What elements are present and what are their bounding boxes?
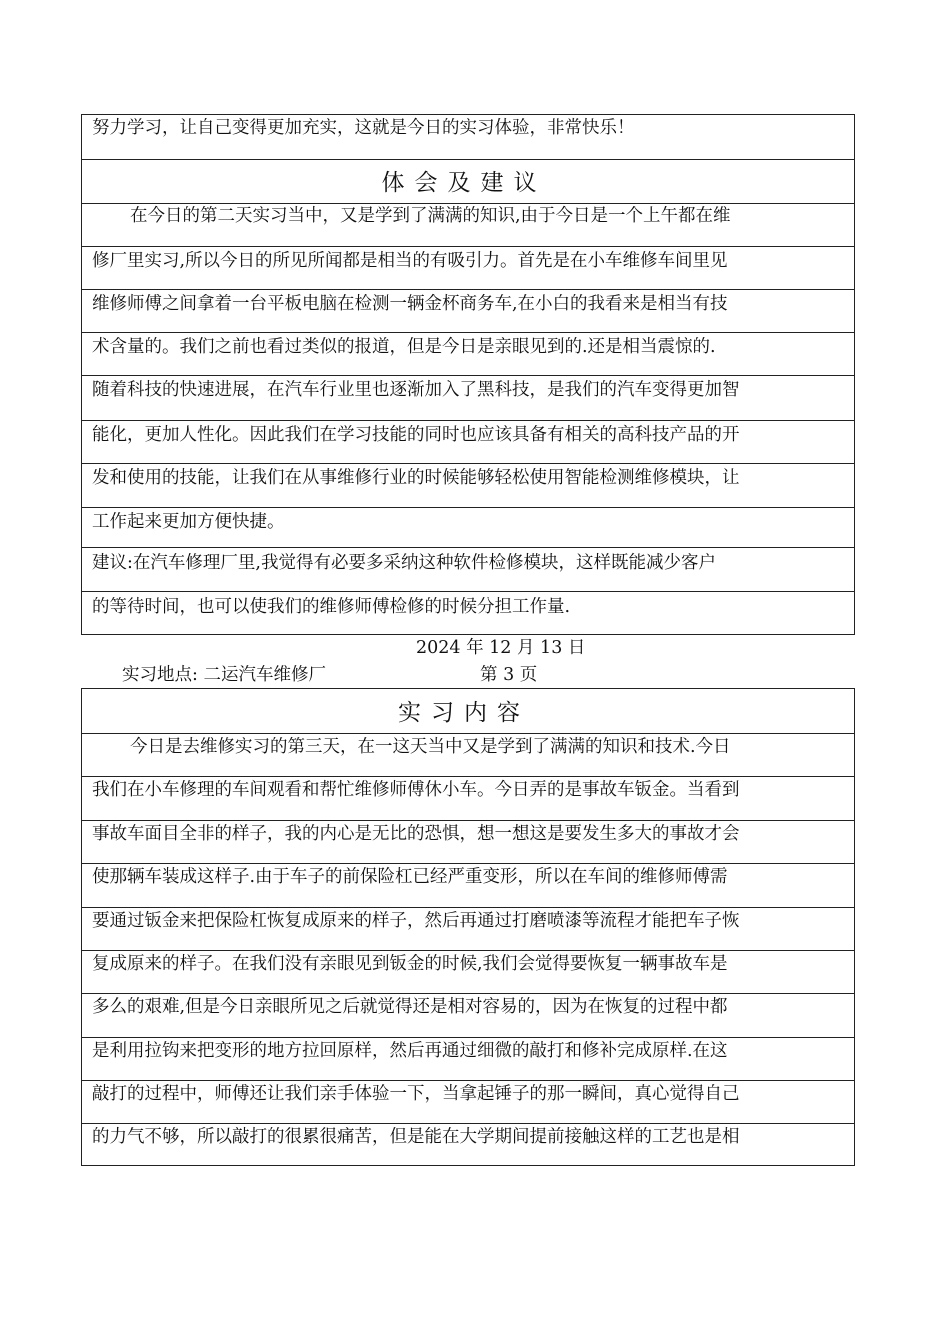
text-line: 工作起来更加方便快捷。 xyxy=(82,507,854,547)
text-line: 使那辆车装成这样子.由于车子的前保险杠已经严重变形，所以在车间的维修师傅需 xyxy=(82,863,854,907)
text-line: 我们在小车修理的车间观看和帮忙维修师傅休小车。今日弄的是事故车钣金。当看到 xyxy=(82,776,854,820)
text-line: 随着科技的快速进展，在汽车行业里也逐渐加入了黑科技，是我们的汽车变得更加智 xyxy=(82,375,854,420)
text-line: 事故车面目全非的样子，我的内心是无比的恐惧，想一想这是要发生多大的事故才会 xyxy=(82,820,854,863)
text-line: 术含量的。我们之前也看过类似的报道，但是今日是亲眼见到的.还是相当震惊的. xyxy=(82,332,854,375)
section-title-reflections: 体会及建议 xyxy=(82,159,854,203)
text-line: 的等待时间，也可以使我们的维修师傅检修的时候分担工作量. xyxy=(82,591,854,634)
text-line: 多么的艰难,但是今日亲眼所见之后就觉得还是相对容易的，因为在恢复的过程中都 xyxy=(82,993,854,1037)
text-line: 是利用拉钩来把变形的地方拉回原样，然后再通过细微的敲打和修补完成原样.在这 xyxy=(82,1037,854,1080)
text-line: 努力学习，让自己变得更加充实，这就是今日的实习体验，非常快乐！ xyxy=(92,118,635,138)
internship-location: 实习地点: 二运汽车维修厂 xyxy=(122,665,326,685)
text-line: 在今日的第二天实习当中，又是学到了满满的知识,由于今日是一个上午都在维 xyxy=(82,203,854,246)
text-line: 能化，更加人性化。因此我们在学习技能的同时也应该具备有相关的高科技产品的开 xyxy=(82,420,854,463)
text-line: 敲打的过程中，师傅还让我们亲手体验一下，当拿起锤子的那一瞬间，真心觉得自己 xyxy=(82,1080,854,1123)
report-date: 2024 年 12 月 13 日 xyxy=(416,638,586,658)
text-line: 建议:在汽车修理厂里,我觉得有必要多采纳这种软件检修模块，这样既能减少客户 xyxy=(82,547,854,591)
section-title-content: 实习内容 xyxy=(398,700,530,726)
text-line: 的力气不够，所以敲打的很累很痛苦，但是能在大学期间提前接触这样的工艺也是相 xyxy=(82,1123,854,1165)
text-line: 发和使用的技能，让我们在从事维修行业的时候能够轻松使用智能检测维修模块，让 xyxy=(82,463,854,507)
internship-content-box xyxy=(81,688,855,1166)
continuation-box xyxy=(81,114,855,635)
page-number: 第 3 页 xyxy=(480,665,538,685)
text-line: 复成原来的样子。在我们没有亲眼见到钣金的时候,我们会觉得要恢复一辆事故车是 xyxy=(82,950,854,993)
text-line: 修厂里实习,所以今日的所见所闻都是相当的有吸引力。首先是在小车维修车间里见 xyxy=(82,246,854,289)
text-line: 要通过钣金来把保险杠恢复成原来的样子，然后再通过打磨喷漆等流程才能把车子恢 xyxy=(82,907,854,950)
text-line: 维修师傅之间拿着一台平板电脑在检测一辆金杯商务车,在小白的我看来是相当有技 xyxy=(82,289,854,332)
text-line: 今日是去维修实习的第三天，在一这天当中又是学到了满满的知识和技术.今日 xyxy=(82,733,854,776)
